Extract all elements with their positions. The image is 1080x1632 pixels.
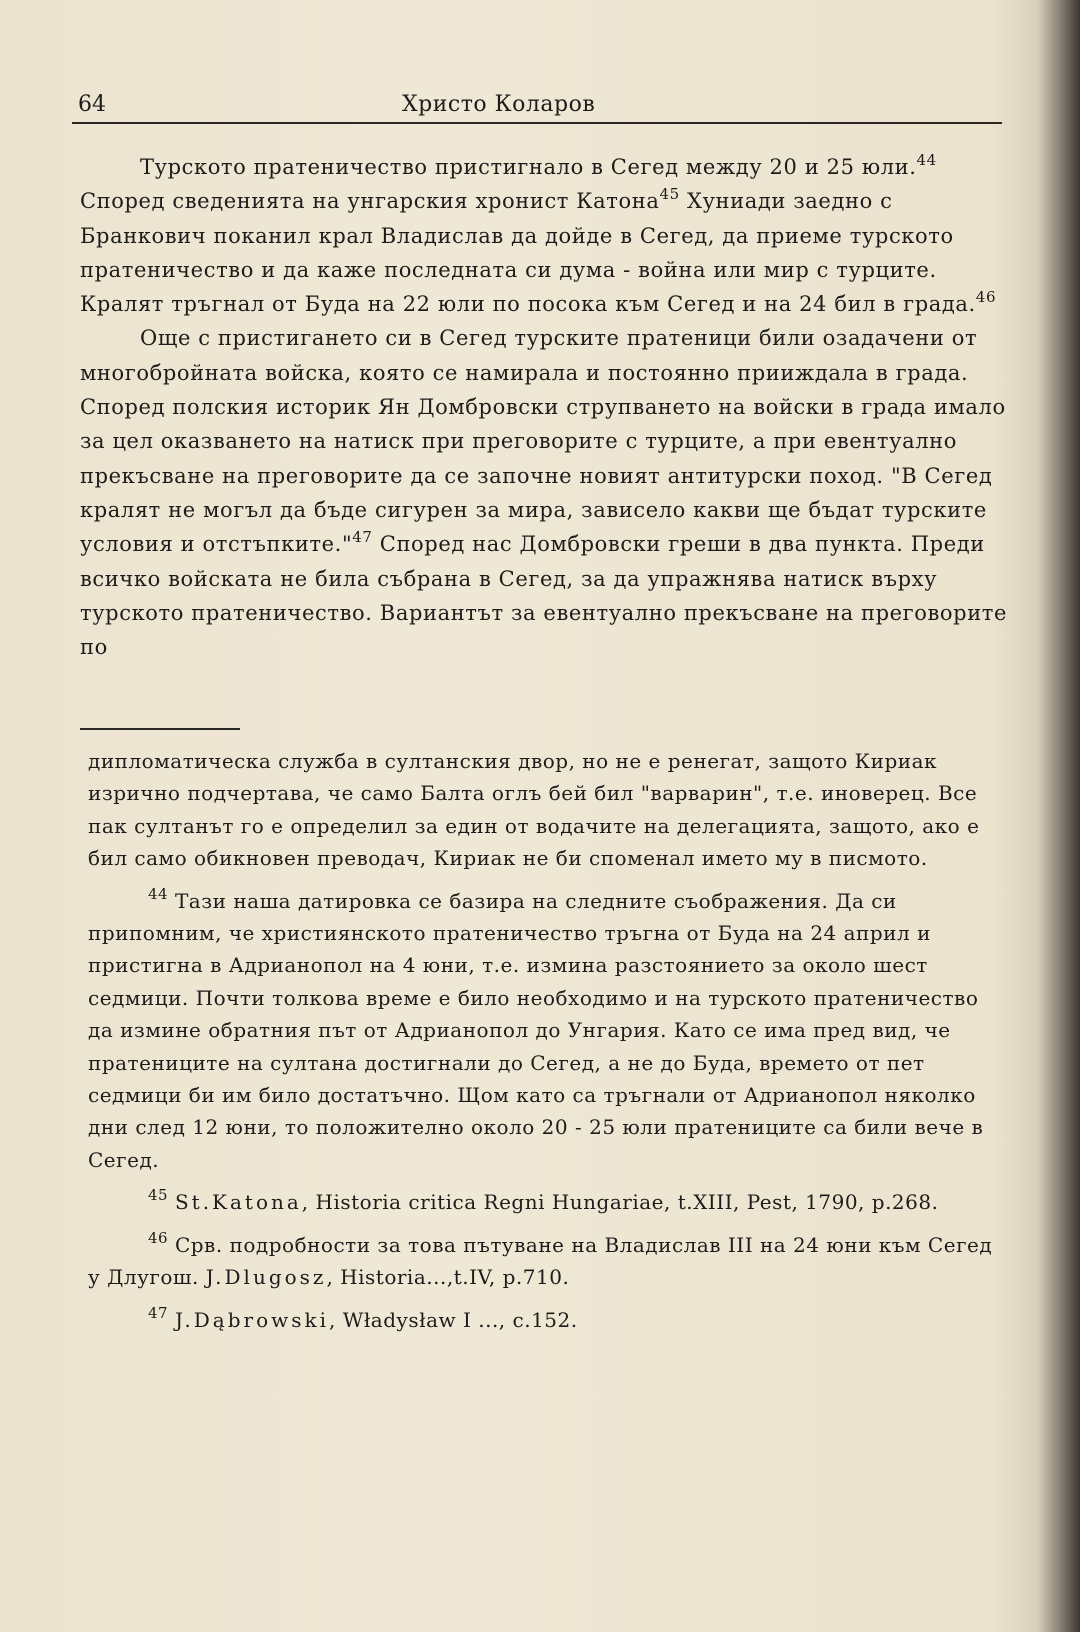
- footnote-ref-44[interactable]: 44: [916, 151, 937, 169]
- footnote-number: 46: [148, 1228, 169, 1247]
- footnote-ref-47[interactable]: 47: [352, 528, 373, 547]
- footnotes: [88, 745, 1003, 1336]
- text-run: Турското пратеничество пристигнало в Сегед между 20 и 25 юли.: [140, 155, 917, 179]
- footnote-text: , Historia...,t.IV, p.710.: [326, 1265, 570, 1290]
- footnote-number: 44: [148, 884, 169, 903]
- footnote-46: [88, 1229, 1003, 1294]
- footnote-text: Тази наша датировка се базира на следните съображения. Да си припомним, че християнското пратеничество тръгна от Буда на 24 април и пристигна в Адрианопол на 4 юни, т.е. измина разстоянието за около шест седмици. Почти толкова време е било необходимо и на турското пратеничество да измине обратния път от Адрианопол до Унгария. Като се има пред вид, че пратениците на султана достигнали до Сегед, а не до Буда, времето от пет седмици би им било достатъчно. Щом като са тръгнали от Адрианопол няколко дни след 12 юни, то положително около 20 - 25 юли пратениците са били вече в Сегед.: [88, 888, 984, 1172]
- footnote-44: [88, 885, 1003, 1177]
- running-title: Христо Коларов: [402, 92, 596, 117]
- main-text: [80, 150, 1010, 664]
- footnote-text: , Historia critica Regni Hungariae, t.XIII, Pest, 1790, p.268.: [301, 1190, 939, 1215]
- paragraph-1: [80, 150, 1010, 321]
- page-header: [72, 88, 1002, 124]
- footnote-number: 45: [148, 1186, 169, 1205]
- footnote-author: St.Katona: [174, 1190, 302, 1215]
- text-run: Според нас Домбровски греши в два пункта. Преди всичко войската не била събрана в Сегед, за да упражнява натиск върху турското пратеничество. Вариантът за евентуално прекъсване на преговорите по: [80, 532, 1008, 660]
- footnote-separator: [80, 728, 240, 730]
- footnote-number: 47: [148, 1303, 169, 1322]
- text-run: Още с пристигането си в Сегед турските пратеници били озадачени от многобройната войска, която се намирала и постоянно прииждала в града. Според полския историк Ян Домбровски струпването на войски в града имало за цел оказването на натиск при преговорите с турците, а при евентуално прекъсване на преговорите да се започне новият антитурски поход. "В Сегед кралят не могъл да бъде сигурен за мира, зависело какви ще бъдат турските условия и отстъпките.": [80, 326, 1006, 557]
- footnote-continuation: дипломатическа служба в султанския двор, но не е ренегат, защото Кириак изрично подчертава, че само Балта оглъ бей бил "варварин", т.е. иноверец. Все пак султанът го е определил за един от водачите на делегацията, защото, ако е бил само обикновен преводач, Кириак не би споменал името му в писмото.: [88, 749, 980, 871]
- footnote-45: [88, 1186, 1003, 1218]
- footnote-ref-45[interactable]: 45: [659, 185, 680, 204]
- paragraph-2: [80, 321, 1010, 664]
- footnote-text: Срв. подробности за това пътуване на Владислав III на 24 юни към Сегед у Длугош.: [88, 1232, 993, 1290]
- page-number: 64: [78, 92, 106, 117]
- footnote-text: , Władysław I ..., c.152.: [329, 1307, 578, 1332]
- text-run: Хуниади заедно с Бранкович поканил крал Владислав да дойде в Сегед, да приеме турското пратеничество и да каже последната си дума - война или мир с турците. Кралят тръгнал от Буда на 22 юли по посока към Сегед и на 24 бил в града.: [80, 189, 976, 317]
- text-run: Според сведенията на унгарския хронист Катона: [80, 189, 660, 214]
- footnote-47: [88, 1304, 1003, 1336]
- footnote-author: J.Dlugosz: [205, 1265, 327, 1290]
- footnote-author: J.Dąbrowski: [174, 1307, 330, 1332]
- footnote-ref-46[interactable]: 46: [975, 288, 997, 307]
